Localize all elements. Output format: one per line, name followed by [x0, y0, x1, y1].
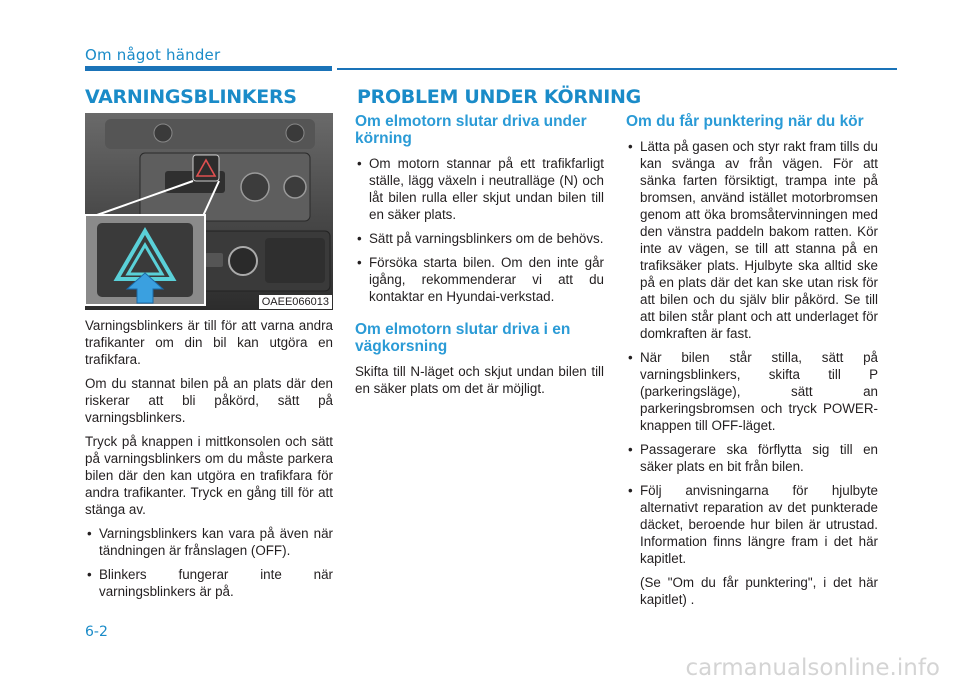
column-puncture-text: [626, 113, 878, 615]
subheading: Om elmotorn slutar driva under körning: [355, 113, 587, 147]
subheading: Om du får punktering när du kör: [626, 113, 864, 130]
section-header: Om något händer: [85, 46, 221, 64]
paragraph: Om du stannat bilen på an plats där den riskerar att bli påkörd, sätt på varningsblinkers.: [85, 376, 333, 425]
dashboard-illustration: [85, 113, 333, 310]
list-item: • Följ anvisningarna för hjulbyte alternativt reparation av det punkterade däcket, beroende hur bilen är utrustad. Information finns längre fram i det här kapitlet.: [626, 482, 878, 567]
watermark: carmanualsonline.info: [685, 655, 940, 681]
list-item: • Försöka starta bilen. Om den inte går igång, rekommenderar vi att du kontaktar en Hyundai-verkstad.: [355, 254, 604, 305]
paragraph: (Se "Om du får punktering", i det här kapitlet) .: [640, 575, 878, 607]
paragraph: Varningsblinkers är till för att varna andra trafikanter om din bil kan utgöra en trafikfara.: [85, 318, 333, 367]
figure-caption: OAEE066013: [259, 295, 332, 309]
list-item: • Blinkers fungerar inte när varningsblinkers är på.: [85, 566, 333, 600]
section-title-problems: PROBLEM UNDER KÖRNING: [357, 86, 641, 108]
section-title-hazard: VARNINGSBLINKERS: [85, 86, 297, 108]
paragraph: Tryck på knappen i mittkonsolen och sätt på varningsblinkers om du måste parkera bilen där den kan utgöra en trafikfara för andra trafikanter. Tryck en gång till för att stänga av.: [85, 434, 333, 517]
header-bar-left: [85, 66, 332, 71]
list-item: • Om motorn stannar på ett trafikfarligt ställe, lägg växeln i neutralläge (N) och låt bilen rulla eller skjut undan bilen till en säker plats.: [355, 155, 604, 223]
column-hazard-text: [85, 317, 333, 607]
column-problems-text: [355, 113, 604, 404]
list-item: • Lätta på gasen och styr rakt fram tills du kan svänga av från vägen. För att sänka farten försiktigt, trampa inte på bromsen, använd istället motorbromsen genom att öka bromsåtervinningen med den vänstra paddeln bakom ratten. Kör inte av vägen, se till att stanna på en trafiksäker plats. Hjulbyte ska alltid ske på en plats där det kan ske utan risk för att bilen och du själv blir påkörd. Se till att bilen står plant och att underlaget för domkraften är fast.: [626, 138, 878, 342]
page-number: 6-2: [85, 624, 108, 640]
header-bar-right: [337, 68, 897, 70]
bullet-list: [626, 138, 878, 567]
hazard-button-figure: [85, 113, 333, 310]
paragraph: Skifta till N-läget och skjut undan bilen till en säker plats om det är möjligt.: [355, 364, 604, 396]
list-item: • Sätt på varningsblinkers om de behövs.: [355, 230, 604, 247]
list-item: • Varningsblinkers kan vara på även när tändningen är frånslagen (OFF).: [85, 525, 333, 559]
bullet-list: [85, 525, 333, 600]
list-item: • Passagerare ska förflytta sig till en säker plats en bit från bilen.: [626, 441, 878, 475]
subheading: Om elmotorn slutar driva i en vägkorsning: [355, 321, 571, 355]
list-item: • När bilen står stilla, sätt på varningsblinkers, skifta till P (parkeringsläge), sätt an parkeringsbromsen och tryck POWER-knappen till OFF-läget.: [626, 349, 878, 434]
bullet-list: [355, 155, 604, 305]
